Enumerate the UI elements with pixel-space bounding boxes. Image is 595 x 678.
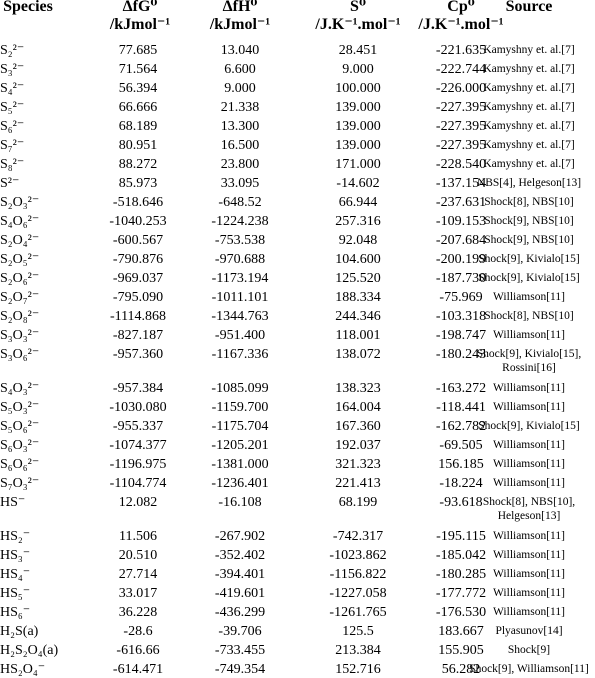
species-cell: S₂O₈²⁻: [0, 309, 40, 324]
heat-capacity-cell: -227.395: [435, 100, 487, 115]
entropy-cell: 138.323: [335, 381, 381, 396]
species-cell: S₂O₅²⁻: [0, 252, 40, 267]
species-cell: S₆O₃²⁻: [0, 438, 40, 453]
species-cell: H₂S(a): [0, 624, 39, 639]
source-cell: Kamyshny et. al.[7]: [483, 101, 575, 113]
species-cell: S₂O₇²⁻: [0, 290, 40, 305]
entropy-cell: 138.072: [335, 347, 381, 362]
species-cell: HS₅⁻: [0, 586, 31, 601]
enthalpy-cell: -419.601: [214, 586, 266, 601]
species-cell: S₃²⁻: [0, 62, 25, 77]
gibbs-energy-cell: -1040.253: [109, 214, 167, 229]
species-cell: S₃O₆²⁻: [0, 347, 40, 362]
heat-capacity-cell: -198.747: [435, 328, 487, 343]
source-cell: Williamson[11]: [493, 382, 565, 394]
heat-capacity-cell: -207.684: [435, 233, 487, 248]
source-cell: Williamson[11]: [493, 530, 565, 542]
gibbs-energy-cell: 77.685: [118, 43, 158, 58]
header-gibbs-unit: /kJmol⁻¹: [109, 16, 171, 33]
entropy-cell: 171.000: [335, 157, 381, 172]
heat-capacity-cell: -195.115: [436, 529, 486, 544]
species-cell: S₂O₄²⁻: [0, 233, 40, 248]
entropy-cell: 139.000: [335, 100, 381, 115]
source-cell: Shock[8], NBS[10]: [484, 196, 574, 208]
enthalpy-cell: -753.538: [214, 233, 266, 248]
source-cell: Shock[9], Williamson[11]: [469, 663, 589, 675]
entropy-cell: 139.000: [335, 138, 381, 153]
gibbs-energy-cell: -795.090: [112, 290, 164, 305]
enthalpy-cell: -352.402: [214, 548, 266, 563]
source-cell: Shock[9], Kivialo[15], Rossini[16]: [476, 348, 582, 374]
heat-capacity-cell: -227.395: [435, 138, 487, 153]
gibbs-energy-cell: 36.228: [118, 605, 158, 620]
source-cell: Shock[9], NBS[10]: [484, 215, 574, 227]
entropy-cell: 244.346: [335, 309, 381, 324]
species-cell: HS₄⁻: [0, 567, 31, 582]
entropy-cell: 192.037: [335, 438, 381, 453]
heat-capacity-cell: -75.969: [439, 290, 483, 305]
enthalpy-cell: -394.401: [214, 567, 266, 582]
heat-capacity-cell: -103.318: [435, 309, 487, 324]
enthalpy-cell: -1205.201: [211, 438, 269, 453]
entropy-cell: -1156.822: [329, 567, 387, 582]
source-cell: Kamyshny et. al.[7]: [483, 158, 575, 170]
heat-capacity-cell: -200.199: [435, 252, 487, 267]
heat-capacity-cell: -227.395: [435, 119, 487, 134]
gibbs-energy-cell: 11.506: [119, 529, 157, 544]
enthalpy-cell: 16.500: [220, 138, 260, 153]
species-cell: S₅O₆²⁻: [0, 419, 40, 434]
source-cell: Shock[9]: [507, 644, 551, 656]
header-entropy-unit: /J.K⁻¹.mol⁻¹: [315, 16, 401, 33]
gibbs-energy-cell: 66.666: [118, 100, 158, 115]
heat-capacity-cell: -118.441: [436, 400, 486, 415]
enthalpy-cell: 13.040: [220, 43, 260, 58]
species-cell: HS⁻: [0, 495, 26, 510]
entropy-cell: 221.413: [335, 476, 381, 491]
heat-capacity-cell: -228.540: [435, 157, 487, 172]
gibbs-energy-cell: -1114.868: [109, 309, 167, 324]
entropy-cell: 167.360: [335, 419, 381, 434]
species-cell: S₈²⁻: [0, 157, 25, 172]
entropy-cell: 9.000: [342, 62, 374, 77]
source-cell: Shock[9], Kivialo[15]: [478, 272, 580, 284]
source-cell: Kamyshny et. al.[7]: [483, 63, 575, 75]
heat-capacity-cell: -222.744: [435, 62, 487, 77]
header-entropy-symbol: S⁰: [350, 0, 366, 15]
species-cell: HS₂O₄⁻: [0, 662, 46, 677]
species-cell: S₄²⁻: [0, 81, 25, 96]
source-cell: Williamson[11]: [493, 458, 565, 470]
header-enthalpy-unit: /kJmol⁻¹: [209, 16, 271, 33]
source-cell: Kamyshny et. al.[7]: [483, 120, 575, 132]
enthalpy-cell: 6.600: [224, 62, 256, 77]
species-cell: S₂²⁻: [0, 43, 25, 58]
gibbs-energy-cell: 20.510: [118, 548, 158, 563]
heat-capacity-cell: -137.154: [435, 176, 487, 191]
gibbs-energy-cell: 68.189: [118, 119, 158, 134]
source-cell: Kamyshny et. al.[7]: [483, 44, 575, 56]
gibbs-energy-cell: -600.567: [112, 233, 164, 248]
species-cell: S₅²⁻: [0, 100, 25, 115]
entropy-cell: 68.199: [338, 495, 378, 510]
heat-capacity-cell: 155.905: [438, 643, 484, 658]
enthalpy-cell: -16.108: [218, 495, 262, 510]
entropy-cell: 100.000: [335, 81, 381, 96]
source-cell: Williamson[11]: [493, 329, 565, 341]
species-cell: S₂O₆²⁻: [0, 271, 40, 286]
source-cell: Kamyshny et. al.[7]: [483, 139, 575, 151]
entropy-cell: 92.048: [338, 233, 378, 248]
source-cell: Williamson[11]: [493, 291, 565, 303]
entropy-cell: -1261.765: [329, 605, 387, 620]
species-cell: HS₂⁻: [0, 529, 31, 544]
enthalpy-cell: -1381.000: [211, 457, 269, 472]
source-cell: Shock[8], NBS[10], Helgeson[13]: [482, 496, 576, 522]
heat-capacity-cell: -237.631: [435, 195, 487, 210]
gibbs-energy-cell: -1030.080: [109, 400, 167, 415]
species-cell: S²⁻: [0, 176, 20, 191]
source-cell: Kamyshny et. al.[7]: [483, 82, 575, 94]
species-cell: H₂S₂O₄(a): [0, 643, 59, 658]
entropy-cell: -14.602: [336, 176, 380, 191]
header-cp-unit: /J.K⁻¹.mol⁻¹: [418, 16, 504, 33]
species-cell: HS₃⁻: [0, 548, 31, 563]
source-cell: Williamson[11]: [493, 606, 565, 618]
heat-capacity-cell: -187.730: [435, 271, 487, 286]
heat-capacity-cell: 156.185: [438, 457, 484, 472]
entropy-cell: 257.316: [335, 214, 381, 229]
species-cell: S₂O₃²⁻: [0, 195, 40, 210]
heat-capacity-cell: -180.285: [435, 567, 487, 582]
enthalpy-cell: -1085.099: [211, 381, 269, 396]
enthalpy-cell: -1224.238: [211, 214, 269, 229]
enthalpy-cell: -970.688: [214, 252, 266, 267]
entropy-cell: 152.716: [335, 662, 381, 677]
enthalpy-cell: -39.706: [218, 624, 262, 639]
gibbs-energy-cell: -955.337: [112, 419, 164, 434]
enthalpy-cell: -1236.401: [211, 476, 269, 491]
entropy-cell: 321.323: [335, 457, 381, 472]
species-cell: S₇²⁻: [0, 138, 25, 153]
species-cell: HS₆⁻: [0, 605, 31, 620]
gibbs-energy-cell: -616.66: [116, 643, 160, 658]
enthalpy-cell: -1159.700: [211, 400, 269, 415]
source-cell: Williamson[11]: [493, 477, 565, 489]
enthalpy-cell: -749.354: [214, 662, 266, 677]
entropy-cell: 28.451: [338, 43, 378, 58]
enthalpy-cell: 23.800: [220, 157, 260, 172]
entropy-cell: 188.334: [335, 290, 381, 305]
species-cell: S₆O₆²⁻: [0, 457, 40, 472]
gibbs-energy-cell: -957.384: [112, 381, 164, 396]
heat-capacity-cell: -163.272: [435, 381, 487, 396]
enthalpy-cell: -1344.763: [211, 309, 269, 324]
gibbs-energy-cell: 27.714: [118, 567, 158, 582]
source-cell: Shock[9], Kivialo[15]: [478, 420, 580, 432]
heat-capacity-cell: -18.224: [439, 476, 483, 491]
header-cp-symbol: Cp⁰: [447, 0, 475, 15]
gibbs-energy-cell: -1074.377: [109, 438, 167, 453]
header-source: Source: [505, 0, 553, 15]
entropy-cell: -1023.862: [329, 548, 387, 563]
entropy-cell: 164.004: [335, 400, 381, 415]
species-cell: S₅O₃²⁻: [0, 400, 40, 415]
entropy-cell: 104.600: [335, 252, 381, 267]
gibbs-energy-cell: -614.471: [112, 662, 164, 677]
species-cell: S₄O₃²⁻: [0, 381, 40, 396]
source-cell: Williamson[11]: [493, 439, 565, 451]
source-cell: Plyasunov[14]: [495, 625, 563, 637]
heat-capacity-cell: -185.042: [435, 548, 487, 563]
enthalpy-cell: -1175.704: [211, 419, 269, 434]
entropy-cell: 118.001: [335, 328, 381, 343]
heat-capacity-cell: -69.505: [439, 438, 483, 453]
entropy-cell: -742.317: [332, 529, 384, 544]
heat-capacity-cell: -226.000: [435, 81, 487, 96]
heat-capacity-cell: -176.530: [435, 605, 487, 620]
heat-capacity-cell: -221.635: [435, 43, 487, 58]
gibbs-energy-cell: -1104.774: [109, 476, 167, 491]
entropy-cell: 125.5: [342, 624, 374, 639]
source-cell: Williamson[11]: [493, 587, 565, 599]
gibbs-energy-cell: 80.951: [118, 138, 158, 153]
enthalpy-cell: -648.52: [218, 195, 262, 210]
enthalpy-cell: 21.338: [220, 100, 260, 115]
header-species: Species: [3, 0, 53, 15]
header-enthalpy-symbol: ΔfH⁰: [222, 0, 258, 15]
source-cell: Shock[9], NBS[10]: [484, 234, 574, 246]
gibbs-energy-cell: -827.187: [112, 328, 164, 343]
heat-capacity-cell: -162.782: [435, 419, 487, 434]
gibbs-energy-cell: -957.360: [112, 347, 164, 362]
enthalpy-cell: 13.300: [220, 119, 260, 134]
gibbs-energy-cell: -518.646: [112, 195, 164, 210]
enthalpy-cell: -1011.101: [211, 290, 269, 305]
enthalpy-cell: -733.455: [214, 643, 266, 658]
source-cell: Williamson[11]: [493, 549, 565, 561]
gibbs-energy-cell: 12.082: [118, 495, 158, 510]
species-cell: S₃O₃²⁻: [0, 328, 40, 343]
entropy-cell: 213.384: [335, 643, 381, 658]
heat-capacity-cell: -180.243: [435, 347, 487, 362]
heat-capacity-cell: -177.772: [435, 586, 487, 601]
heat-capacity-cell: 183.667: [438, 624, 484, 639]
gibbs-energy-cell: -790.876: [112, 252, 164, 267]
entropy-cell: 125.520: [335, 271, 381, 286]
enthalpy-cell: -1173.194: [211, 271, 269, 286]
source-cell: Shock[8], NBS[10]: [484, 310, 574, 322]
entropy-cell: 139.000: [335, 119, 381, 134]
entropy-cell: 66.944: [338, 195, 378, 210]
entropy-cell: -1227.058: [329, 586, 387, 601]
gibbs-energy-cell: 56.394: [118, 81, 158, 96]
heat-capacity-cell: 56.282: [441, 662, 481, 677]
source-cell: Williamson[11]: [493, 401, 565, 413]
enthalpy-cell: 33.095: [220, 176, 260, 191]
heat-capacity-cell: -93.618: [439, 495, 483, 510]
enthalpy-cell: 9.000: [224, 81, 256, 96]
enthalpy-cell: -436.299: [214, 605, 266, 620]
gibbs-energy-cell: 33.017: [118, 586, 158, 601]
enthalpy-cell: -267.902: [214, 529, 266, 544]
species-cell: S₄O₆²⁻: [0, 214, 40, 229]
enthalpy-cell: -951.400: [214, 328, 266, 343]
gibbs-energy-cell: 88.272: [118, 157, 158, 172]
source-cell: Williamson[11]: [493, 568, 565, 580]
enthalpy-cell: -1167.336: [211, 347, 269, 362]
source-cell: Shock[9], Kivialo[15]: [478, 253, 580, 265]
header-gibbs-symbol: ΔfG⁰: [122, 0, 158, 15]
gibbs-energy-cell: 85.973: [118, 176, 158, 191]
gibbs-energy-cell: 71.564: [118, 62, 158, 77]
heat-capacity-cell: -109.153: [435, 214, 487, 229]
source-cell: NBS[4], Helgeson[13]: [476, 177, 582, 189]
species-cell: S₇O₃²⁻: [0, 476, 40, 491]
gibbs-energy-cell: -969.037: [112, 271, 164, 286]
gibbs-energy-cell: -1196.975: [109, 457, 167, 472]
species-cell: S₆²⁻: [0, 119, 25, 134]
gibbs-energy-cell: -28.6: [123, 624, 153, 639]
